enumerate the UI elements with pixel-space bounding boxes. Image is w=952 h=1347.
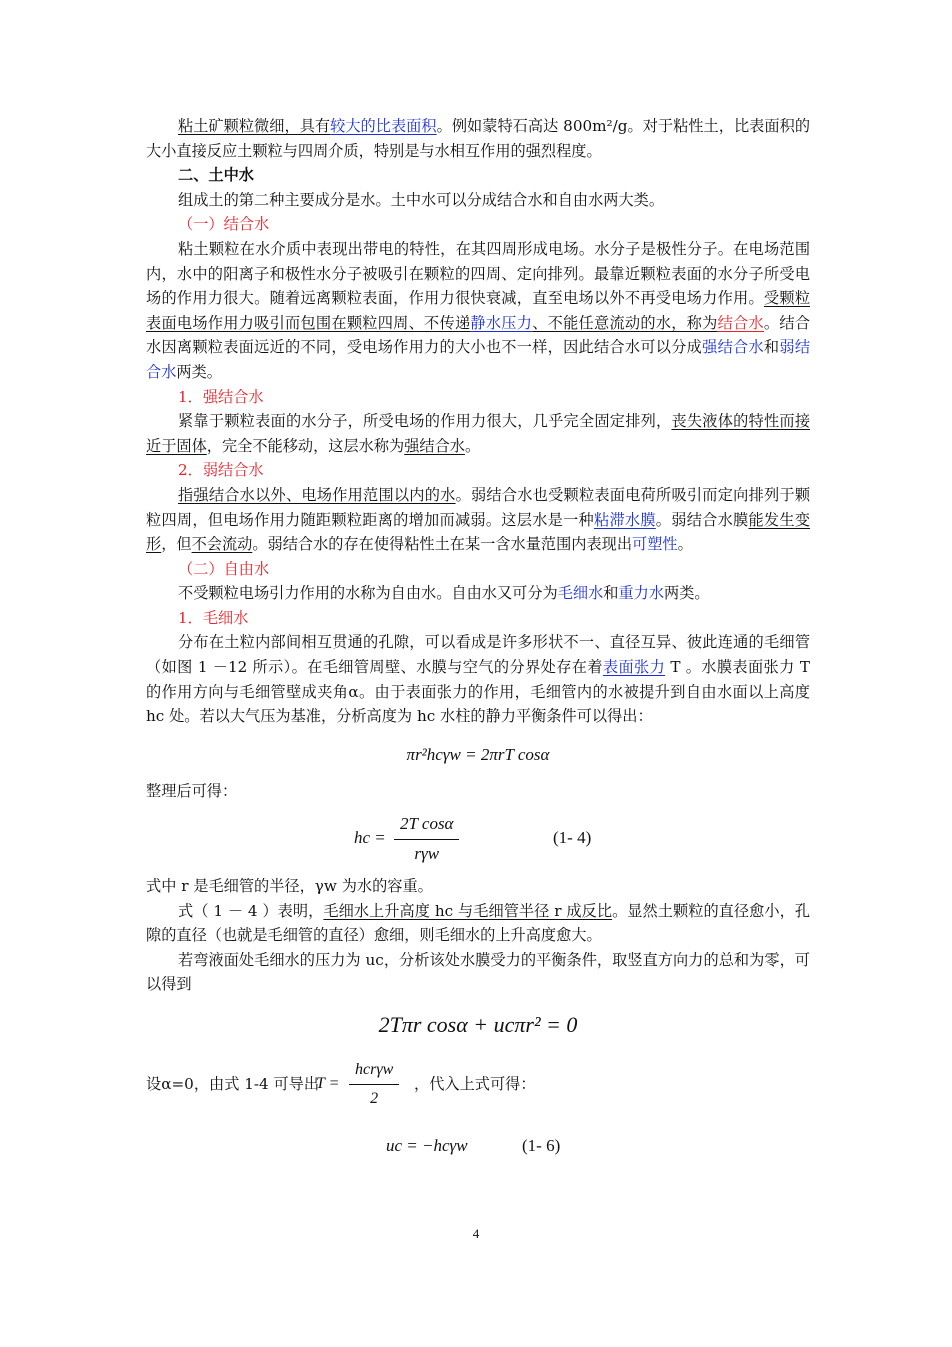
text: ，但 <box>161 535 192 554</box>
paragraph-strong-bound-water <box>146 409 810 458</box>
item-title-strong-bound-water: 1．强结合水 <box>178 387 264 406</box>
text: 设α=0，由式 1-4 可导出 <box>146 1074 320 1093</box>
paragraph-specific-surface <box>146 114 810 163</box>
item-title-weak-bound-water: 2．弱结合水 <box>178 461 264 480</box>
text: 两类。 <box>664 584 710 603</box>
equation-lhs: hc = <box>354 828 386 848</box>
item-title-capillary-water: 1．毛细水 <box>178 608 249 627</box>
paragraph-bound-water <box>146 237 810 385</box>
equation-lhs: T = <box>316 1074 340 1092</box>
paragraph-derive-T <box>146 1058 810 1106</box>
link-hydrostatic-pressure[interactable]: 静水压力 <box>470 313 533 332</box>
text: ，完全不能移动，这层水称为 <box>206 436 405 455</box>
link-surface-tension[interactable]: 表面张力 <box>602 658 666 677</box>
term-gravity-water: 重力水 <box>618 584 664 603</box>
underlined-text: 指强结合水以外、电场作用范围以内的水 <box>178 485 456 504</box>
fraction-numerator: hcrγw <box>349 1058 399 1086</box>
text: 和 <box>763 338 780 357</box>
equation-text: πr²hcγw = 2πrT cosα <box>406 744 550 764</box>
fraction-numerator: 2T cosα <box>394 812 459 840</box>
text: 粘土颗粒在水介质中表现出带电的特性，在其四周形成电场。水分子是极性分子。在电场范围内，水中的阳离子和极性水分子被吸引在颗粒的四周、定向排列。最靠近颗粒表面的水分子所受电场的作用力很大。随着远离颗粒表面，作用力很快衰减，直至电场以外不再受电场力作用。 <box>146 239 810 308</box>
equation-text: 2Tπr cosα + ucπr² = 0 <box>378 1012 578 1037</box>
underlined-text: 丧失液体的特性而接近于固体 <box>146 412 811 455</box>
text: 。弱结合水也受颗粒表面电荷所吸引而定向排列于颗粒四周，但电场作用力随距颗粒距离的增加而减弱。这层水是一种 <box>146 485 811 529</box>
subsection-title-bound-water: （一）结合水 <box>178 215 270 234</box>
underlined-text: 不会流动 <box>191 535 253 554</box>
equation-text: uc = −hcγw <box>386 1135 468 1155</box>
paragraph-rearrange: 整理后可得： <box>146 782 238 801</box>
text: ，代入上式可得： <box>414 1074 536 1093</box>
term-plasticity: 可塑性 <box>632 535 678 554</box>
subsection-title-free-water: （二）自由水 <box>178 559 270 578</box>
underlined-text: 、不能任意流动的水，称为 <box>532 313 718 332</box>
paragraph-weak-bound-water <box>146 483 810 557</box>
link-viscous-water-film[interactable]: 粘滞水膜 <box>594 510 656 529</box>
text: 。弱结合水的存在使得粘性土在某一含水量范围内表现出 <box>252 535 632 554</box>
equation-1-4 <box>146 812 810 864</box>
text: 。例如蒙特石高达 800m²/g。对于粘性土，比表面积的大小直接反应土颗粒与四周介质，特别是与水相互作用的强烈程度。 <box>146 117 811 160</box>
text: 和 <box>603 584 619 603</box>
term-weak-bound-water: 弱结合水 <box>146 338 811 381</box>
paragraph-meniscus: 若弯液面处毛细水的压力为 uc，分析该处水膜受力的平衡条件，取竖直方向力的总和为零，可以得到 <box>146 950 810 994</box>
equation-fraction <box>394 812 459 866</box>
text: T 。水膜表面张力 T 的作用方向与毛细管壁成夹角α。由于表面张力的作用，毛细管内的水被提升到自由水面以上高度 hc 处。若以大气压为基准，分析高度为 hc 水柱的静力平衡条件可以得出： <box>146 658 811 726</box>
underlined-text: 毛细水上升高度 hc 与毛细管半径 r 成反比 <box>323 901 613 920</box>
text: 。显然土颗粒的直径愈小，孔隙的直径（也就是毛细管的直径）愈细，则毛细水的上升高度愈大。 <box>146 901 811 945</box>
paragraph-free-water <box>146 581 810 606</box>
underlined-text: 粘土矿颗粒微细，具有 <box>178 117 331 135</box>
equation-force-balance <box>146 1013 810 1038</box>
paragraph-capillary <box>146 630 810 728</box>
equation-number: (1- 4) <box>553 828 592 848</box>
text: 。 <box>677 535 693 554</box>
text: 分布在土粒内部间相互贯通的孔隙，可以看成是许多形状不一、直径互异、彼此连通的毛细管（如图 1 －12 所示）。在毛细管周壁、水膜与空气的分界处存在着 <box>146 633 810 677</box>
equation-number: (1- 6) <box>522 1135 561 1155</box>
text: 不受颗粒电场引力作用的水称为自由水。自由水又可分为 <box>178 584 558 603</box>
section-title-soil-water: 二、土中水 <box>178 166 254 185</box>
equation-1-6 <box>146 1134 810 1162</box>
equation-fraction <box>349 1058 399 1112</box>
fraction-denominator: 2 <box>370 1090 379 1108</box>
text: 。弱结合水膜 <box>655 510 749 529</box>
underlined-text: 受颗粒表面电场作用力吸引而包围在颗粒四周、不传递 <box>146 289 811 332</box>
paragraph-water-intro: 组成土的第二种主要成分是水。土中水可以分成结合水和自由水两大类。 <box>178 190 664 209</box>
term-capillary-water: 毛细水 <box>557 584 604 603</box>
text: 式（ 1 － 4 ）表明， <box>178 901 324 920</box>
equation-static-balance <box>146 743 810 768</box>
term-strong-bound-water: 强结合水 <box>702 338 764 357</box>
underlined-text: 强结合水 <box>404 436 465 455</box>
text: 紧靠于颗粒表面的水分子，所受电场的作用力很大，几乎完全固定排列， <box>178 412 672 431</box>
text: 。结合水因离颗粒表面远近的不同，受电场作用力的大小也不一样，因此结合水可以分成 <box>146 313 811 357</box>
link-bound-water[interactable]: 结合水 <box>717 313 764 332</box>
paragraph-where: 式中 r 是毛细管的半径，γw 为水的容重。 <box>146 877 433 896</box>
paragraph-formula-meaning <box>146 899 810 948</box>
text: 两类。 <box>176 362 222 381</box>
fraction-denominator: rγw <box>414 843 440 863</box>
link-specific-surface-area[interactable]: 较大的比表面积 <box>330 117 437 135</box>
page-number: 4 <box>472 1226 480 1241</box>
document-body <box>146 114 810 1162</box>
text: 。 <box>464 436 481 455</box>
underlined-text: 能发生变形 <box>146 510 811 554</box>
